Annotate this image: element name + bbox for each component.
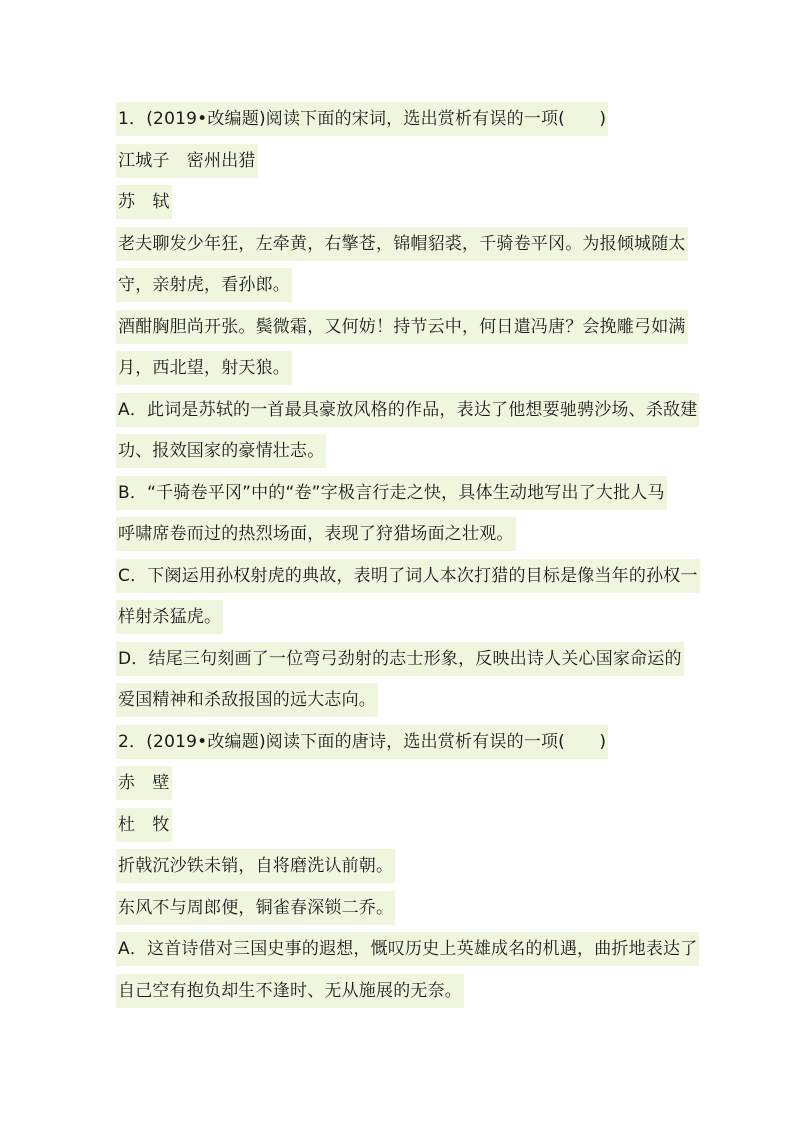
- option-d-1-cont: 爱国精神和杀敌报国的远大志向。: [116, 683, 378, 717]
- question-2-stem: 2．(2019•改编题)阅读下面的唐诗，选出赏析有误的一项( ): [116, 725, 608, 759]
- option-a-1: A．此词是苏轼的一首最具豪放风格的作品，表达了他想要驰骋沙场、杀敌建: [116, 393, 699, 427]
- option-b-1: B．“千骑卷平冈”中的“卷”字极言行走之快，具体生动地写出了大批人马: [116, 476, 667, 510]
- poem-2-text-line: 东风不与周郎便，铜雀春深锁二乔。: [116, 891, 395, 925]
- poem-1-author: 苏 轼: [116, 185, 172, 219]
- question-1-stem: 1．(2019•改编题)阅读下面的宋词，选出赏析有误的一项( ): [116, 102, 608, 136]
- poem-1-text-line: 守，亲射虎，看孙郎。: [116, 268, 292, 302]
- poem-1-text-line: 老夫聊发少年狂，左牵黄，右擎苍，锦帽貂裘，千骑卷平冈。为报倾城随太: [116, 227, 688, 261]
- option-c-1-cont: 样射杀猛虎。: [116, 600, 223, 634]
- option-c-1: C．下阕运用孙权射虎的典故，表明了词人本次打猎的目标是像当年的孙权一: [116, 559, 700, 593]
- poem-2-text-line: 折戟沉沙铁未销，自将磨洗认前朝。: [116, 849, 395, 883]
- poem-1-title: 江城子 密州出猎: [116, 144, 258, 178]
- poem-2-author: 杜 牧: [116, 808, 172, 842]
- option-a-1-cont: 功、报效国家的豪情壮志。: [116, 434, 326, 468]
- option-b-1-cont: 呼啸席卷而过的热烈场面，表现了狩猎场面之壮观。: [116, 517, 516, 551]
- option-a-2-cont: 自己空有抱负却生不逢时、无从施展的无奈。: [116, 974, 464, 1008]
- option-d-1: D．结尾三句刻画了一位弯弓劲射的志士形象，反映出诗人关心国家命运的: [116, 642, 684, 676]
- poem-1-text-line: 月，西北望，射天狼。: [116, 351, 292, 385]
- poem-1-text-line: 酒酣胸胆尚开张。鬓微霜，又何妨！持节云中，何日遣冯唐？会挽雕弓如满: [116, 310, 688, 344]
- poem-2-title: 赤 壁: [116, 766, 172, 800]
- option-a-2: A．这首诗借对三国史事的遐想，慨叹历史上英雄成名的机遇，曲折地表达了: [116, 932, 699, 966]
